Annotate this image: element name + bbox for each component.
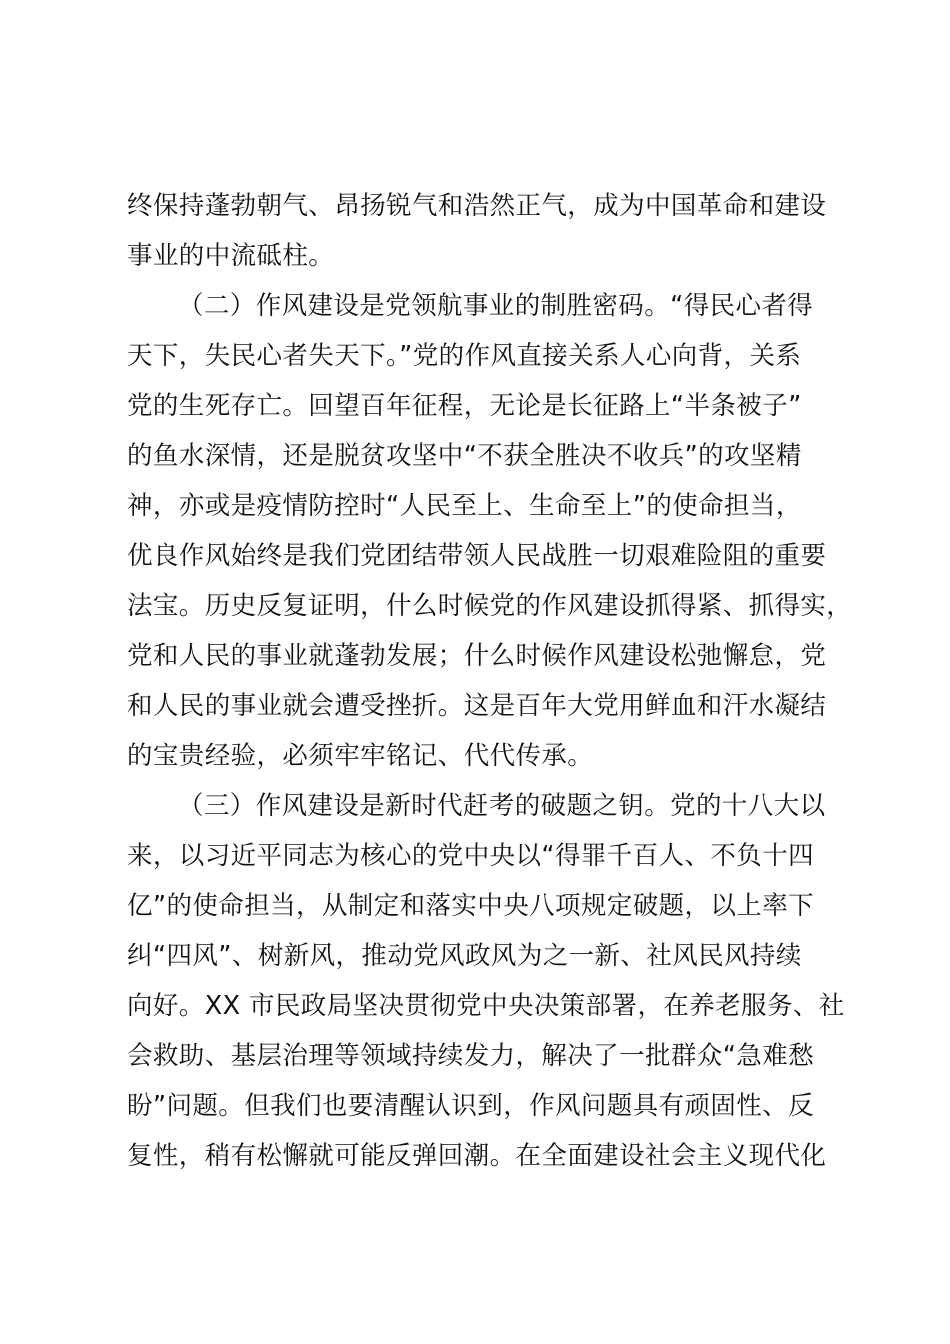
paragraph-1-line-1: 终保持蓬勃朝气、昂扬锐气和浩然正气，成为中国革命和建设 (127, 191, 827, 221)
paragraph-2-line-8: 党和人民的事业就蓬勃发展；什么时候作风建设松弛懈怠，党 (127, 641, 827, 671)
paragraph-3-line-8: 复性，稍有松懈就可能反弹回潮。在全面建设社会主义现代化 (127, 1141, 827, 1171)
paragraph-1-line-2: 事业的中流砥柱。 (127, 241, 335, 271)
paragraph-3-line-7: 盼”问题。但我们也要清醒认识到，作风问题具有顽固性、反 (127, 1091, 815, 1121)
paragraph-2-line-3: 党的生死存亡。回望百年征程，无论是长征路上“半条被子” (127, 391, 802, 421)
paragraph-3-line-6: 会救助、基层治理等领域持续发力，解决了一批群众“急难愁 (127, 1041, 815, 1071)
paragraph-2-line-9: 和人民的事业就会遭受挫折。这是百年大党用鲜血和汗水凝结 (127, 691, 827, 721)
paragraph-2-line-10: 的宝贵经验，必须牢牢铭记、代代传承。 (127, 741, 594, 771)
paragraph-2-line-7: 法宝。历史反复证明，什么时候党的作风建设抓得紧、抓得实， (127, 591, 853, 621)
paragraph-2-line-1: （二）作风建设是党领航事业的制胜密码。“得民心者得 (178, 291, 814, 321)
paragraph-3-line-2: 来，以习近平同志为核心的党中央以“得罪千百人、不负十四 (127, 841, 815, 871)
paragraph-2-line-6: 优良作风始终是我们党团结带领人民战胜一切艰难险阻的重要 (127, 541, 827, 571)
paragraph-2-line-5: 神，亦或是疫情防控时“人民至上、生命至上”的使命担当， (127, 491, 802, 521)
paragraph-2-line-2: 天下，失民心者失天下。”党的作风直接关系人心向背，关系 (127, 341, 802, 371)
paragraph-3-line-3: 亿”的使命担当，从制定和落实中央八项规定破题，以上率下 (127, 891, 815, 921)
paragraph-2-line-4: 的鱼水深情，还是脱贫攻坚中“不获全胜决不收兵”的攻坚精 (127, 441, 802, 471)
paragraph-3-line-1: （三）作风建设是新时代赶考的破题之钥。党的十八大以 (178, 791, 826, 821)
paragraph-3-line-5: 向好。XX 市民政局坚决贯彻党中央决策部署，在养老服务、社 (127, 991, 845, 1021)
paragraph-3-line-4: 纠“四风”、树新风，推动党风政风为之一新、社风民风持续 (127, 941, 802, 971)
